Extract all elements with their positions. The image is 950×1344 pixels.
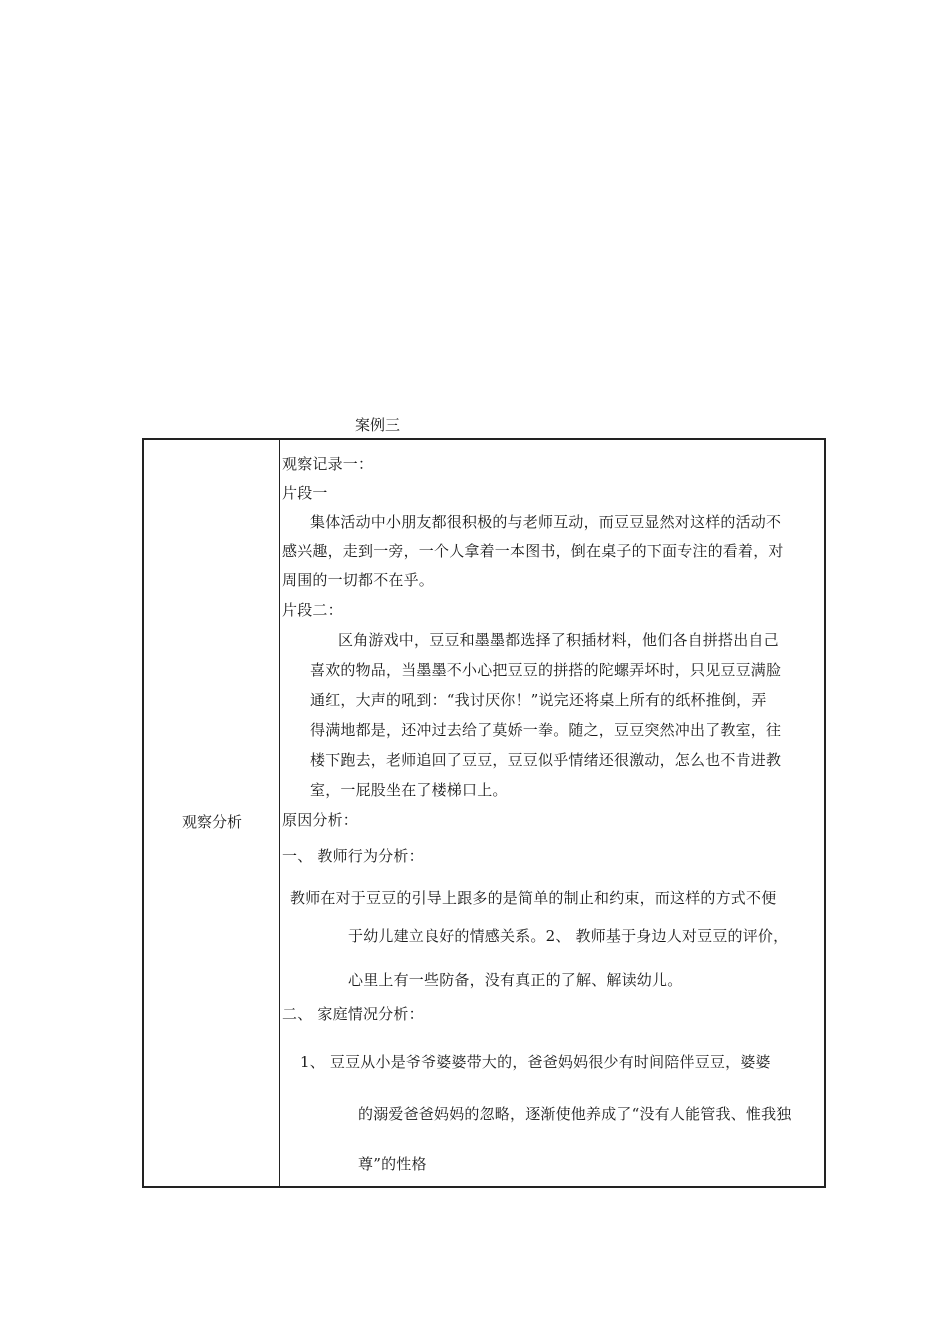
observation-analysis-label: 观察分析 <box>181 813 242 831</box>
fragment2-line: 室，一屁股坐在了楼梯口上。 <box>310 781 508 799</box>
teacher-analysis-line: 于幼儿建立良好的情感关系。2、 教师基于身边人对豆豆的评价， <box>348 927 789 945</box>
observation-table <box>142 438 826 1188</box>
label-column <box>144 440 280 1186</box>
fragment1-title: 片段一 <box>282 484 328 502</box>
fragment2-line: 区角游戏中，豆豆和墨墨都选择了积插材料，他们各自拼搭出自己 <box>338 631 779 649</box>
record-heading: 观察记录一： <box>282 455 374 473</box>
cause-heading: 原因分析： <box>282 811 359 829</box>
family-analysis-heading: 二、 家庭情况分析： <box>282 1005 424 1023</box>
fragment2-line: 喜欢的物品，当墨墨不小心把豆豆的拼搭的陀螺弄坏时，只见豆豆满脸 <box>310 661 782 679</box>
content-column <box>280 440 824 1186</box>
fragment1-line: 集体活动中小朋友都很积极的与老师互动，而豆豆显然对这样的活动不 <box>310 513 782 531</box>
fragment2-line: 得满地都是，还冲过去给了莫娇一拳。随之，豆豆突然冲出了教室，往 <box>310 721 782 739</box>
case-title: 案例三 <box>355 416 401 434</box>
family-analysis-line: 的溺爱爸爸妈妈的忽略，逐渐使他养成了“没有人能管我、惟我独 <box>358 1105 792 1123</box>
fragment1-line: 周围的一切都不在乎。 <box>282 571 435 589</box>
teacher-analysis-line: 心里上有一些防备，没有真正的了解、解读幼儿。 <box>348 971 683 989</box>
family-analysis-line: 尊”的性格 <box>358 1155 427 1173</box>
fragment2-line: 楼下跑去，老师追回了豆豆，豆豆似乎情绪还很激动，怎么也不肯进教 <box>310 751 782 769</box>
teacher-analysis-line: 教师在对于豆豆的引导上跟多的是简单的制止和约束，而这样的方式不便 <box>290 889 777 907</box>
fragment2-title: 片段二： <box>282 601 343 619</box>
fragment2-line: 通红，大声的吼到：“我讨厌你！”说完还将桌上所有的纸杯推倒，弄 <box>310 691 767 709</box>
teacher-analysis-heading: 一、 教师行为分析： <box>282 847 424 865</box>
family-analysis-line: 1、 豆豆从小是爷爷婆婆带大的，爸爸妈妈很少有时间陪伴豆豆，婆婆 <box>300 1053 771 1071</box>
fragment1-line: 感兴趣，走到一旁，一个人拿着一本图书，倒在桌子的下面专注的看着，对 <box>282 542 784 560</box>
